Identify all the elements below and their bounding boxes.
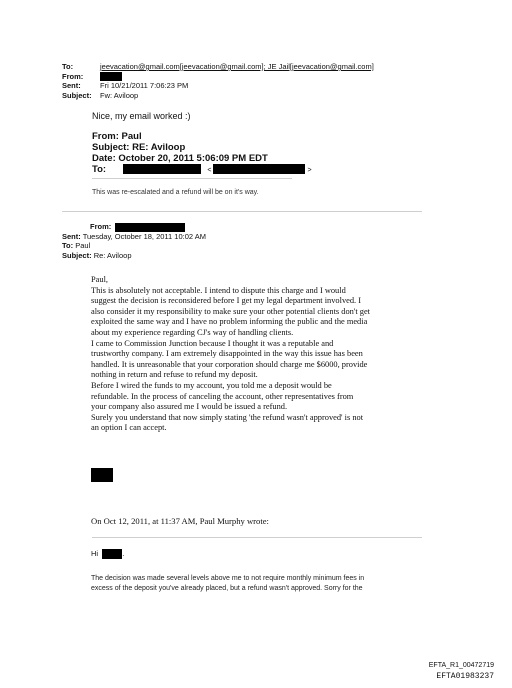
quote-intro: On Oct 12, 2011, at 11:37 AM, Paul Murphy wrote: <box>91 516 269 526</box>
divider <box>92 178 292 179</box>
fwd2-sent-row <box>62 232 206 242</box>
body-salutation: Paul, <box>91 275 108 284</box>
fwd1-from: From: Paul <box>92 131 142 142</box>
body-line: Surely you understand that now simply stating 'the refund wasn't approved' is not <box>91 412 364 422</box>
body-line: nothing in return and refuse to refund my deposit. <box>91 370 258 380</box>
header-subject-row <box>62 91 374 101</box>
fwd2-subject-label: Subject: <box>62 250 92 260</box>
reply-greeting <box>91 549 124 559</box>
bates-number-1: EFTA_R1_00472719 <box>428 662 494 669</box>
body-line: an option I can accept. <box>91 423 167 433</box>
divider <box>92 537 422 538</box>
fwd1-to-row <box>92 164 312 176</box>
fwd1-lt: < <box>207 167 212 174</box>
header-to-value[interactable]: jeevacation@gmail.com[jeevacation@gmail.com]; JE Jail[jeevacation@gmail.com] <box>100 62 374 71</box>
redaction-box <box>123 164 201 174</box>
fwd2-subject-value: Re: Aviloop <box>93 250 132 260</box>
reply-line: The decision was made several levels above me to not require monthly minimum fees in <box>91 575 365 582</box>
fwd2-to-value: Paul <box>75 241 91 251</box>
header-from-label: From: <box>62 71 84 81</box>
reply-line: excess of the deposit you've already placed, but a refund wasn't approved. Sorry for the <box>91 585 363 592</box>
reply-hi-end: . <box>122 549 125 558</box>
body-line: about my experience regarding CJ's way of handling clients. <box>91 327 294 337</box>
fwd2-sent-value: Tuesday, October 18, 2011 10:02 AM <box>82 231 206 241</box>
bates-number-2: EFTA01983237 <box>436 672 494 681</box>
note-nice-email: Nice, my email worked :) <box>92 111 191 121</box>
fwd1-date: Date: October 20, 2011 5:06:09 PM EDT <box>92 153 268 164</box>
body-line: This is absolutely not acceptable. I intend to dispute this charge and I would <box>91 285 346 295</box>
fwd1-subject: Subject: RE: Aviloop <box>92 142 186 153</box>
header-to-label: To: <box>62 62 74 71</box>
redaction-box <box>100 72 122 81</box>
fwd1-to-label: To: <box>92 164 107 175</box>
fwd2-sent-label: Sent: <box>62 231 81 241</box>
body-line: handled. It is unreasonable that your corporation should charge me $6000, provide <box>91 359 368 369</box>
body-line: exploited the same way and I have no problem informing the public and the media <box>91 317 368 327</box>
fwd2-from-row <box>62 222 206 232</box>
fwd2-to-row <box>62 241 206 251</box>
body-line: refundable. In the process of canceling the account, other representatives from <box>91 391 354 401</box>
header-sent-label: Sent: <box>62 81 81 91</box>
fwd2-from-label: From: <box>90 222 112 231</box>
header-subject-value: Fw: Aviloop <box>100 90 139 100</box>
redaction-box <box>213 164 305 174</box>
forward-block-2 <box>62 222 206 260</box>
body-line: suggest the decision is reconsidered before I get my legal department involved. I <box>91 296 362 306</box>
email-header <box>62 62 374 100</box>
body-line: I came to Commission Junction because I thought it was a reputable and <box>91 338 334 348</box>
header-from-row <box>62 72 374 82</box>
body-line: also consider it my responsibility to make sure your other potential clients don't get <box>91 306 370 316</box>
forward-block-1 <box>92 131 312 176</box>
reply-body <box>91 574 364 594</box>
header-sent-row <box>62 81 374 91</box>
divider <box>62 211 422 212</box>
reply-hi: Hi <box>91 549 99 558</box>
message-body <box>91 275 431 434</box>
fwd2-subject-row <box>62 251 206 261</box>
redaction-box <box>115 223 185 232</box>
fwd2-to-label: To: <box>62 241 74 251</box>
body-line: trustworthy company. I am extremely disappointed in the way this issue has been <box>91 349 363 359</box>
header-to-row <box>62 62 374 72</box>
body-line: your company also assured me I would be issued a refund. <box>91 402 288 412</box>
redaction-box <box>102 549 125 559</box>
header-subject-label: Subject: <box>62 90 92 100</box>
body-line: Before I wired the funds to my account, you told me a deposit would be <box>91 380 332 390</box>
note-re-escalated: This was re-escalated and a refund will be on it's way. <box>92 189 259 196</box>
header-sent-value: Fri 10/21/2011 7:06:23 PM <box>100 81 189 91</box>
fwd1-gt: > <box>307 167 312 174</box>
redaction-box <box>91 468 113 482</box>
